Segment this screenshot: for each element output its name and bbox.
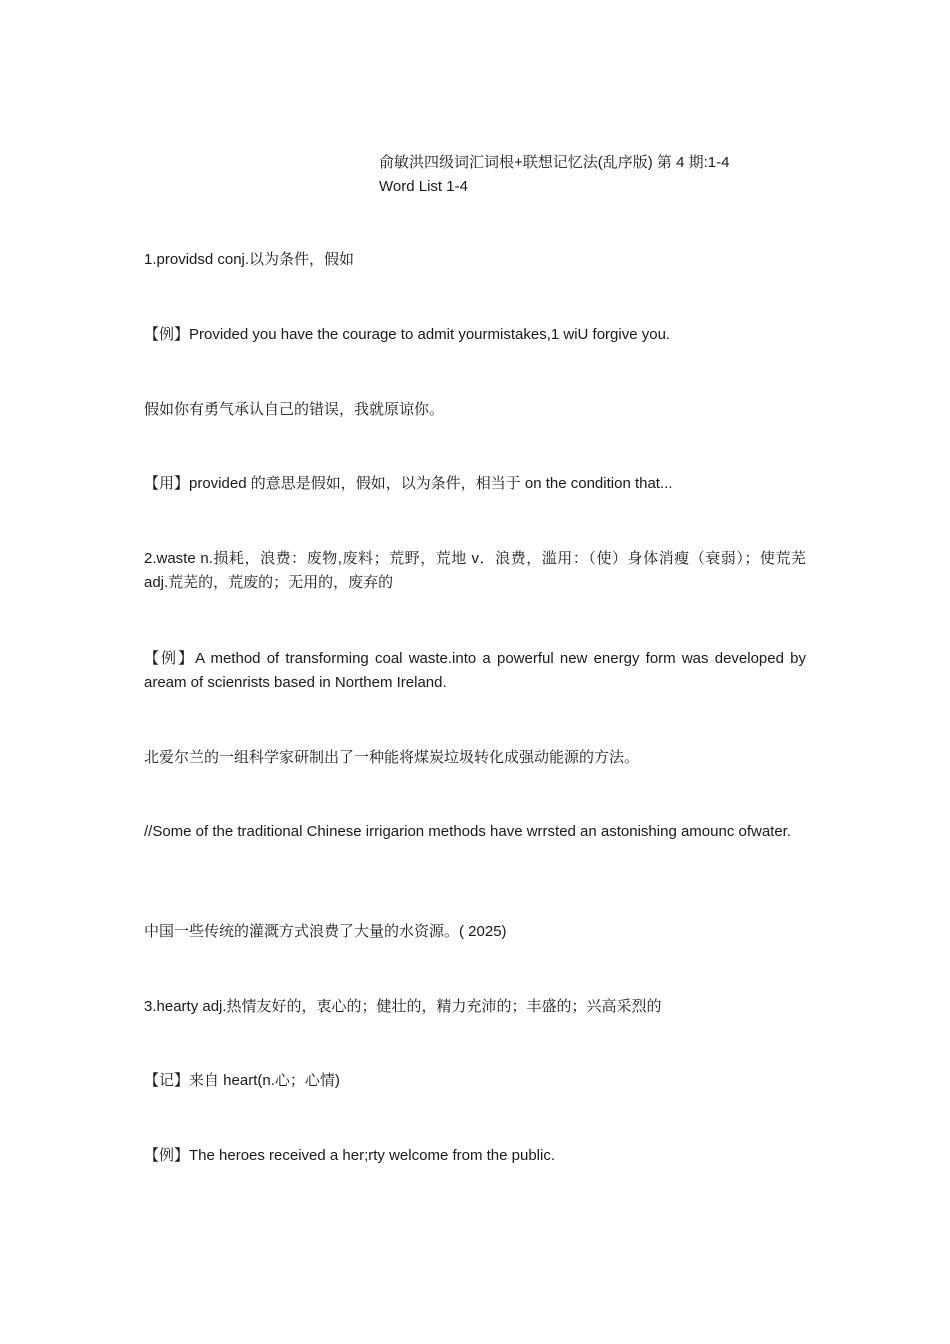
entry-3-example: 【例】The heroes received a her;rty welcome from the public. [144, 1147, 555, 1164]
entry-3-memory-tip: 【记】来自 heart(n.心；心情) [144, 1072, 340, 1089]
entry-1-example: 【例】Provided you have the courage to admit yourmistakes,1 wiU forgive you. [144, 326, 671, 343]
entry-2-translation: 北爱尔兰的一组科学家研制出了一种能将煤炭垃圾转化成强动能源的方法。 [144, 749, 640, 766]
entry-2-example: 【例】A method of transforming coal waste.into a powerful new energy form was developed by aream of scienrists based in Northem Ireland. [144, 650, 806, 691]
document-subtitle: Word List 1-4 [379, 178, 468, 195]
entry-1-translation: 假如你有勇气承认自己的错误，我就原谅你。 [144, 401, 445, 418]
entry-2-headword: 2.waste n.损耗，浪费：废物,废料；荒野，荒地 v．浪费，滥用：（使）身体消瘦（衰弱）；使荒芜 adj.荒芜的，荒废的；无用的，废弃的 [144, 550, 806, 591]
entry-1-usage: 【用】provided 的意思是假如，假如，以为条件，相当于 on the condition that... [144, 475, 673, 492]
entry-3-headword: 3.hearty adj.热情友好的，衷心的；健壮的，精力充沛的；丰盛的；兴高采烈的 [144, 998, 662, 1015]
entry-1-headword: 1.providsd conj.以为条件，假如 [144, 251, 355, 268]
entry-2-example-2: //Some of the traditional Chinese irrigarion methods have wrrsted an astonishing amounc ofwater. [144, 823, 792, 840]
document-header [379, 151, 729, 199]
document-title: 俞敏洪四级词汇词根+联想记忆法(乱序版) 第 4 期:1-4 [379, 154, 730, 171]
entry-2-translation-2: 中国一些传统的灌溉方式浪费了大量的水资源。( 2025) [144, 923, 507, 940]
